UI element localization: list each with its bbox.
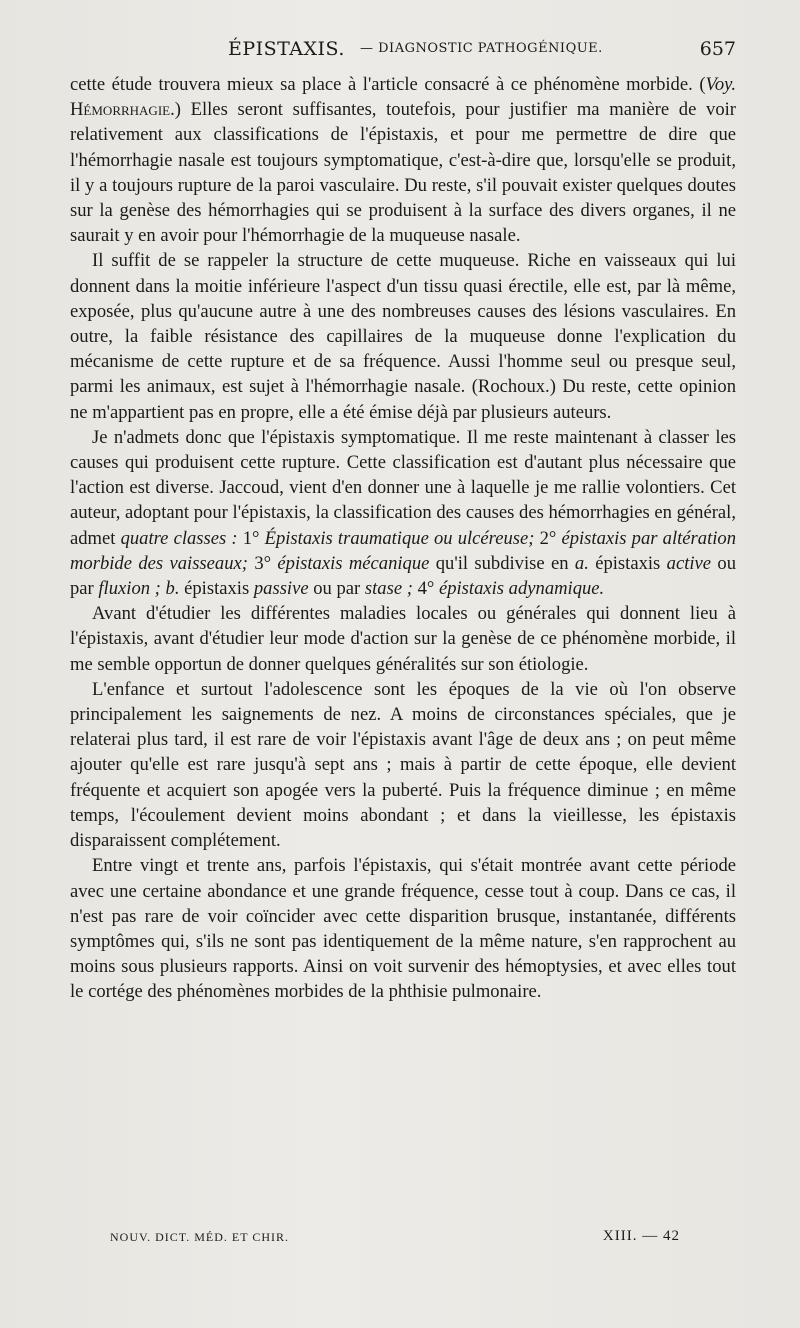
- text-run: Je n'admets donc que l'épistaxis symptomatique. Il me reste maintenant à classer les causes qui produisent cette rupture. Cette classification est d'autant plus nécessaire que l'action est diverse. Jaccoud, vient d'en donner une à laquelle je me rallie volontiers. Cet auteur, adoptant pour l'épistaxis, la classification des causes des hémorrhagies en général, admet: [70, 426, 736, 549]
- footer-signature: NOUV. DICT. MÉD. ET CHIR.: [110, 1230, 290, 1244]
- italic-run: quatre classes :: [120, 527, 238, 549]
- italic-run: active: [666, 552, 712, 574]
- italic-run: stase ;: [364, 578, 413, 600]
- paragraph: [70, 248, 736, 424]
- paragraph: [70, 601, 736, 677]
- footer-sheet-number: XIII. — 42: [602, 1228, 680, 1244]
- text-run: .) Elles seront suffisantes, toutefois, pour justifier ma manière de voir relativement aux classifications de l'épistaxis, et pour me permettre de dire que l'hémorrhagie nasale est toujours symptomatique, c'est-à-dire que, lorsqu'elle se produit, il y a toujours rupture de la paroi vasculaire. Du reste, s'il pouvait exister quelques doutes sur la genèse des hémorrhagies qui se produisent à la surface des divers organes, il ne saurait y en avoir pour l'hémorrhagie de la muqueuse nasale.: [70, 99, 736, 247]
- text-run: 4°: [412, 578, 439, 600]
- text-run: qu'il subdivise en: [429, 552, 575, 574]
- body-text: [70, 72, 736, 1005]
- text-run: Il suffit de se rappeler la structure de cette muqueuse. Riche en vaisseaux qui lui donnent dans la moitie inférieure l'aspect d'un tissu quasi érectile, elle est, par là même, exposée, plus qu'aucune autre à une des nombreuses causes des lésions vasculaires. En outre, la faible résistance des capillaires de la muqueuse donne l'explication du mécanisme de cette rupture et de sa fréquence. Aussi l'homme seul ou presque seul, parmi les animaux, est sujet à l'hémorrhagie nasale. (Rochoux.) Du reste, cette opinion ne m'appartient pas en propre, elle a été émise déjà par plusieurs auteurs.: [70, 250, 736, 423]
- page-footer: [110, 1228, 680, 1248]
- text-run: 2°: [534, 527, 562, 549]
- paragraph: [70, 72, 736, 248]
- text-run: épistaxis: [179, 578, 254, 600]
- italic-run: a.: [574, 552, 589, 574]
- italic-run: fluxion ;: [98, 578, 161, 600]
- running-header: [70, 36, 736, 62]
- italic-run: épistaxis mécanique: [277, 552, 430, 574]
- header-subtitle: — DIAGNOSTIC PATHOGÉNIQUE.: [360, 41, 603, 56]
- text-run: ou par: [70, 552, 736, 600]
- text-run: Entre vingt et trente ans, parfois l'épistaxis, qui s'était montrée avant cette période avec une certaine abondance et une grande fréquence, cesse tout à coup. Dans ce cas, il n'est pas rare de voir coïncider avec cette disparition brusque, instantanée, différents symptômes qui, s'ils ne sont pas identiquement de la même nature, s'en rapprochent au moins sous plusieurs rapports. Ainsi on voit survenir des hémoptysies, et avec elles tout le cortége des phénomènes morbides de la phthisie pulmonaire.: [70, 855, 736, 1003]
- italic-run: épistaxis par altération morbide des vaisseaux;: [70, 527, 736, 574]
- header-title: ÉPISTAXIS.: [228, 38, 345, 60]
- italic-run: épistaxis adynamique.: [438, 578, 605, 600]
- text-run: Avant d'étudier les différentes maladies locales ou générales qui donnent lieu à l'épistaxis, avant d'étudier leur mode d'action sur la genèse de ce phénomène morbide, il me semble opportun de donner quelques généralités sur son étiologie.: [70, 603, 736, 675]
- text-run: épistaxis: [588, 552, 667, 574]
- italic-run: passive: [253, 578, 309, 600]
- text-run: L'enfance et surtout l'adolescence sont les époques de la vie où l'on observe principalement les saignements de nez. A moins de circonstances spéciales, que je relaterai plus tard, il est rare de voir l'épistaxis avant l'âge de deux ans ; on peut même ajouter qu'elle est rare jusqu'à sept ans ; mais à partir de cette époque, elle devient fréquente et acquiert son apogée vers la puberté. Puis la fréquence diminue ; en même temps, l'écoulement devient moins abondant ; et dans la vieillesse, les épistaxis disparaissent complétement.: [70, 678, 736, 852]
- italic-run: b.: [165, 578, 180, 600]
- italic-run: Voy.: [705, 74, 736, 95]
- paragraph: [70, 425, 736, 601]
- italic-run: Épistaxis traumatique ou ulcéreuse;: [264, 527, 535, 549]
- text-run: cette étude trouvera mieux sa place à l'article consacré à ce phénomène morbide. (: [70, 74, 706, 95]
- text-run: ou par: [308, 578, 365, 600]
- text-run: 1°: [237, 527, 265, 549]
- paragraph: [70, 853, 736, 1004]
- small-caps-run: Hémorrhagie: [70, 99, 171, 121]
- paragraph: [70, 677, 736, 853]
- page-number: 657: [699, 38, 736, 60]
- text-run: 3°: [247, 552, 278, 574]
